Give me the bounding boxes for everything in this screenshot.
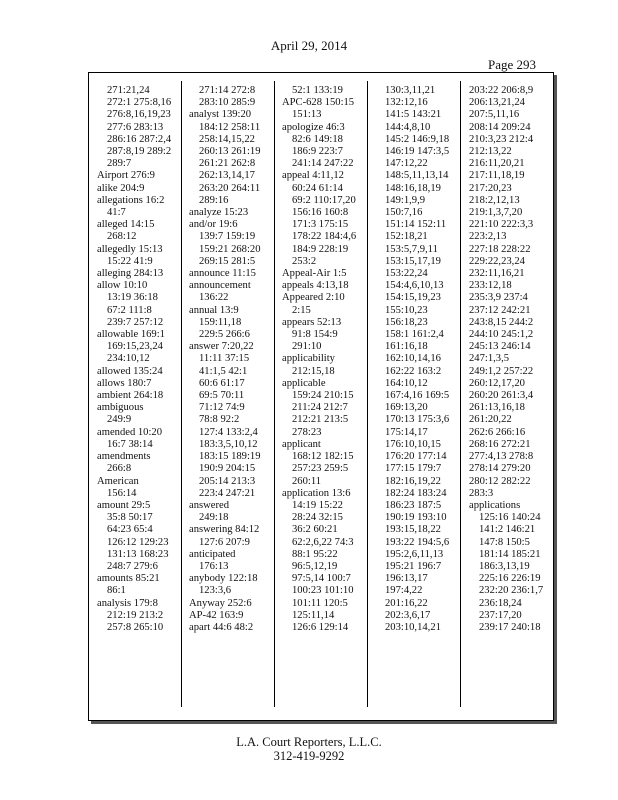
index-line: 257:8 265:10 [107,621,164,633]
index-line: appears 52:13 [282,316,342,328]
index-line: 141:2 146:21 [479,524,536,536]
index-line: 148:16,18,19 [385,182,441,194]
index-line: apologize 46:3 [282,121,345,133]
index-line: 223:2,13 [469,231,507,243]
index-line: 153:5,7,9,11 [385,243,438,255]
index-line: answering 84:12 [189,524,260,536]
index-line: 125:11,14 [292,609,335,621]
index-line: 286:16 287:2,4 [107,133,172,145]
column-divider [274,81,275,707]
index-line: 127:4 133:2,4 [199,426,258,438]
index-line: 153:15,17,19 [385,255,441,267]
index-line: 289:7 [107,158,132,170]
column-divider [460,81,461,707]
index-line: 162:10,14,16 [385,353,441,365]
index-line: 155:10,23 [385,304,428,316]
index-line: 262:6 266:16 [469,426,526,438]
index-line: 232:20 236:1,7 [479,585,544,597]
index-line: 175:14,17 [385,426,428,438]
index-line: 36:2 60:21 [292,524,338,536]
index-line: 271:14 272:8 [199,85,256,96]
index-line: 244:10 245:1,2 [469,329,534,341]
index-line: 171:3 175:15 [292,219,349,231]
index-line: 219:1,3,7,20 [469,207,523,219]
index-line: 269:15 281:5 [199,255,256,267]
index-line: 229:5 266:6 [199,329,250,341]
index-line: 237:17,20 [479,609,522,621]
index-line: 71:12 74:9 [199,402,245,414]
index-line: ambiguous [97,402,144,414]
index-line: 91:8 154:9 [292,329,338,341]
index-line: 223:4 247:21 [199,487,256,499]
index-line: 186:23 187:5 [385,499,442,511]
index-line: 69:5 70:11 [199,390,245,402]
index-line: 190:19 193:10 [385,512,447,524]
index-line: 257:23 259:5 [292,463,349,475]
index-line: 249:18 [199,512,229,524]
index-line: 243:8,15 244:2 [469,316,534,328]
index-line: 280:12 282:22 [469,475,531,487]
index-line: 15:22 41:9 [107,255,153,267]
index-line: 156:18,23 [385,316,428,328]
index-line: 202:3,6,17 [385,609,431,621]
index-line: 212:21 213:5 [292,414,349,426]
index-line: applicable [282,377,326,389]
index-line: 126:12 129:23 [107,536,169,548]
index-line: 147:8 150:5 [479,536,530,548]
index-line: 262:13,14,17 [199,170,255,182]
index-line: 239:7 257:12 [107,316,164,328]
index-line: 283:10 285:9 [199,97,256,109]
index-column-5 [469,85,557,634]
index-line: 263:20 264:11 [199,182,261,194]
index-line: 161:16,18 [385,341,428,353]
index-line: 203:22 206:8,9 [469,85,534,96]
index-line: 217:11,18,19 [469,170,525,182]
index-line: 289:16 [199,194,229,206]
index-line: 283:3 [469,487,494,499]
index-line: Appeared 2:10 [282,292,345,304]
index-line: 159:21 268:20 [199,243,261,255]
index-line: 258:14,15,22 [199,133,255,145]
index-line: 127:6 207:9 [199,536,250,548]
index-line: 184:9 228:19 [292,243,349,255]
index-line: ambient 264:18 [97,390,164,402]
index-line: 248:7 279:6 [107,560,158,572]
index-line: 260:13 261:19 [199,146,261,158]
index-line: 182:16,19,22 [385,475,441,487]
index-line: analysis 179:8 [97,597,158,609]
index-line: 158:1 161:2,4 [385,329,444,341]
index-line: 268:16 272:21 [469,438,531,450]
index-line: 156:16 160:8 [292,207,349,219]
index-line: 227:18 228:22 [469,243,531,255]
index-line: 212:15,18 [292,365,335,377]
index-line: American [97,475,139,487]
index-line: 186:9 223:7 [292,146,343,158]
index-line: APC-628 150:15 [282,97,355,109]
index-line: 184:12 258:11 [199,121,261,133]
index-line: 261:21 262:8 [199,158,256,170]
index-line: 178:22 184:4,6 [292,231,357,243]
index-line: allow 10:10 [97,280,148,292]
index-line: 272:1 275:8,16 [107,97,172,109]
index-line: 168:12 182:15 [292,451,354,463]
index-line: applicant [282,438,321,450]
index-line: alleging 284:13 [97,268,164,280]
index-line: 253:2 [292,255,317,267]
index-line: 268:12 [107,231,137,243]
index-line: 176:10,10,15 [385,438,441,450]
index-line: 125:16 140:24 [479,512,541,524]
index-line: 148:5,11,13,14 [385,170,449,182]
index-line: 131:13 168:23 [107,548,169,560]
index-line: 245:13 246:14 [469,341,531,353]
index-line: 287:8,19 289:2 [107,146,172,158]
index-line: 149:1,9,9 [385,194,426,206]
index-line: analyze 15:23 [189,207,249,219]
index-line: 146:19 147:3,5 [385,146,450,158]
index-line: 64:23 65:4 [107,524,153,536]
index-column-1 [97,85,185,634]
index-line: 159:24 210:15 [292,390,354,402]
index-line: 177:15 179:7 [385,463,442,475]
index-line: 154:4,6,10,13 [385,280,444,292]
index-line: 241:14 247:22 [292,158,354,170]
index-line: 41:7 [107,207,126,219]
index-line: 130:3,11,21 [385,85,436,96]
index-line: 153:22,24 [385,268,428,280]
index-line: Appeal-Air 1:5 [282,268,347,280]
page-date: April 29, 2014 [270,38,348,53]
index-line: 13:19 36:18 [107,292,158,304]
index-line: 229:22,23,24 [469,255,525,267]
footer-company: L.A. Court Reporters, L.L.C. [236,735,382,749]
index-line: 237:12 242:21 [469,304,531,316]
index-line: 176:20 177:14 [385,451,447,463]
index-line: applicability [282,353,335,365]
page-number: Page 293 [488,57,537,72]
index-column-3 [282,85,370,634]
index-line: 233:12,18 [469,280,512,292]
index-line: 197:4,22 [385,585,423,597]
index-line: 193:22 194:5,6 [385,536,450,548]
index-line: 123:3,6 [199,585,232,597]
index-line: anticipated [189,548,236,560]
index-line: 278:23 [292,426,322,438]
index-line: 217:20,23 [469,182,512,194]
index-line: 176:13 [199,560,229,572]
index-line: 266:8 [107,463,132,475]
index-line: 136:22 [199,292,229,304]
index-line: 183:15 189:19 [199,451,261,463]
index-line: 78:8 92:2 [199,414,240,426]
index-line: 154:15,19,23 [385,292,441,304]
index-line: 82:6 149:18 [292,133,343,145]
index-line: amendments [97,451,151,463]
index-line: 208:14 209:24 [469,121,531,133]
footer-phone: 312-419-9292 [273,749,345,763]
index-line: 151:14 152:11 [385,219,447,231]
index-line: 232:11,16,21 [469,268,525,280]
index-line: 218:2,12,13 [469,194,520,206]
index-line: 276:8,16,19,23 [107,109,171,121]
index-line: 249:9 [107,414,132,426]
index-line: Airport 276:9 [97,170,155,182]
index-line: apart 44:6 48:2 [189,621,254,633]
index-line: 277:6 283:13 [107,121,164,133]
index-line: 193:15,18,22 [385,524,441,536]
index-line: 101:11 120:5 [292,597,348,609]
index-line: answer 7:20,22 [189,341,254,353]
index-line: 11:11 37:15 [199,353,250,365]
index-line: 139:7 159:19 [199,231,256,243]
index-line: 278:14 279:20 [469,463,531,475]
index-line: allegations 16:2 [97,194,165,206]
index-line: 277:4,13 278:8 [469,451,534,463]
index-line: allowed 135:24 [97,365,163,377]
index-line: 52:1 133:19 [292,85,343,96]
index-line: 239:17 240:18 [479,621,541,633]
index-line: 164:10,12 [385,377,428,389]
index-line: allows 180:7 [97,377,152,389]
index-line: 144:4,8,10 [385,121,431,133]
index-line: and/or 19:6 [189,219,238,231]
index-line: 235:3,9 237:4 [469,292,528,304]
index-line: 203:10,14,21 [385,621,441,633]
index-line: allegedly 15:13 [97,243,163,255]
index-line: analyst 139:20 [189,109,252,121]
index-line: anybody 122:18 [189,573,258,585]
index-line: 291:10 [292,341,322,353]
index-frame [88,72,554,721]
index-column-2 [189,85,277,634]
index-line: 195:2,6,11,13 [385,548,444,560]
index-line: 88:1 95:22 [292,548,338,560]
index-line: 14:19 15:22 [292,499,343,511]
index-line: 271:21,24 [107,85,150,96]
index-line: 247:1,3,5 [469,353,510,365]
index-line: 141:5 143:21 [385,109,442,121]
index-line: 150:7,16 [385,207,423,219]
index-line: 261:13,16,18 [469,402,525,414]
column-divider [367,81,368,707]
index-line: 183:3,5,10,12 [199,438,258,450]
index-line: 16:7 38:14 [107,438,153,450]
index-line: 147:12,22 [385,158,428,170]
index-line: 190:9 204:15 [199,463,256,475]
index-line: answered [189,499,230,511]
index-line: 236:18,24 [479,597,522,609]
index-line: appeals 4:13,18 [282,280,349,292]
index-line: 196:13,17 [385,573,428,585]
index-line: 41:1,5 42:1 [199,365,248,377]
index-line: 211:24 212:7 [292,402,348,414]
index-line: 249:1,2 257:22 [469,365,534,377]
index-line: 186:3,13,19 [479,560,530,572]
index-line: allowable 169:1 [97,329,165,341]
index-line: 210:3,23 212:4 [469,133,534,145]
index-line: 69:2 110:17,20 [292,194,356,206]
index-line: alike 204:9 [97,182,145,194]
index-line: 212:13,22 [469,146,512,158]
index-line: applications [469,499,521,511]
index-line: 159:11,18 [199,316,242,328]
index-line: 201:16,22 [385,597,428,609]
index-line: 206:13,21,24 [469,97,525,109]
index-line: 182:24 183:24 [385,487,447,499]
index-line: 205:14 213:3 [199,475,256,487]
index-line: 152:18,21 [385,231,428,243]
index-line: 35:8 50:17 [107,512,153,524]
index-line: 260:20 261:3,4 [469,390,534,402]
index-line: 260:11 [292,475,322,487]
index-line: Anyway 252:6 [189,597,252,609]
index-line: 67:2 111:8 [107,304,152,316]
index-line: 212:19 213:2 [107,609,164,621]
index-line: AP-42 163:9 [189,609,244,621]
index-line: 169:13,20 [385,402,428,414]
index-line: 62:2,6,22 74:3 [292,536,354,548]
index-line: 60:6 61:17 [199,377,245,389]
index-line: announce 11:15 [189,268,256,280]
index-line: 221:10 222:3,3 [469,219,534,231]
index-line: 86:1 [107,585,126,597]
index-line: 170:13 175:3,6 [385,414,450,426]
index-line: 216:11,20,21 [469,158,525,170]
index-line: 145:2 146:9,18 [385,133,450,145]
index-line: 167:4,16 169:5 [385,390,450,402]
index-line: amended 10:20 [97,426,163,438]
index-line: 126:6 129:14 [292,621,349,633]
index-line: 195:21 196:7 [385,560,442,572]
index-line: 100:23 101:10 [292,585,354,597]
index-line: 156:14 [107,487,137,499]
page-footer [0,735,618,763]
index-line: 261:20,22 [469,414,512,426]
index-line: 207:5,11,16 [469,109,520,121]
index-line: 97:5,14 100:7 [292,573,351,585]
index-line: 60:24 61:14 [292,182,343,194]
index-line: amount 29:5 [97,499,151,511]
index-line: 28:24 32:15 [292,512,343,524]
column-divider [181,81,182,707]
index-line: appeal 4:11,12 [282,170,344,182]
index-line: 169:15,23,24 [107,341,163,353]
index-line: 132:12,16 [385,97,428,109]
index-line: announcement [189,280,251,292]
index-line: application 13:6 [282,487,351,499]
index-line: 225:16 226:19 [479,573,541,585]
index-line: alleged 14:15 [97,219,155,231]
index-line: 2:15 [292,304,311,316]
index-line: 181:14 185:21 [479,548,541,560]
index-line: 162:22 163:2 [385,365,442,377]
index-line: annual 13:9 [189,304,239,316]
index-line: amounts 85:21 [97,573,160,585]
index-line: 96:5,12,19 [292,560,338,572]
index-line: 234:10,12 [107,353,150,365]
index-line: 260:12,17,20 [469,377,525,389]
index-line: 151:13 [292,109,322,121]
